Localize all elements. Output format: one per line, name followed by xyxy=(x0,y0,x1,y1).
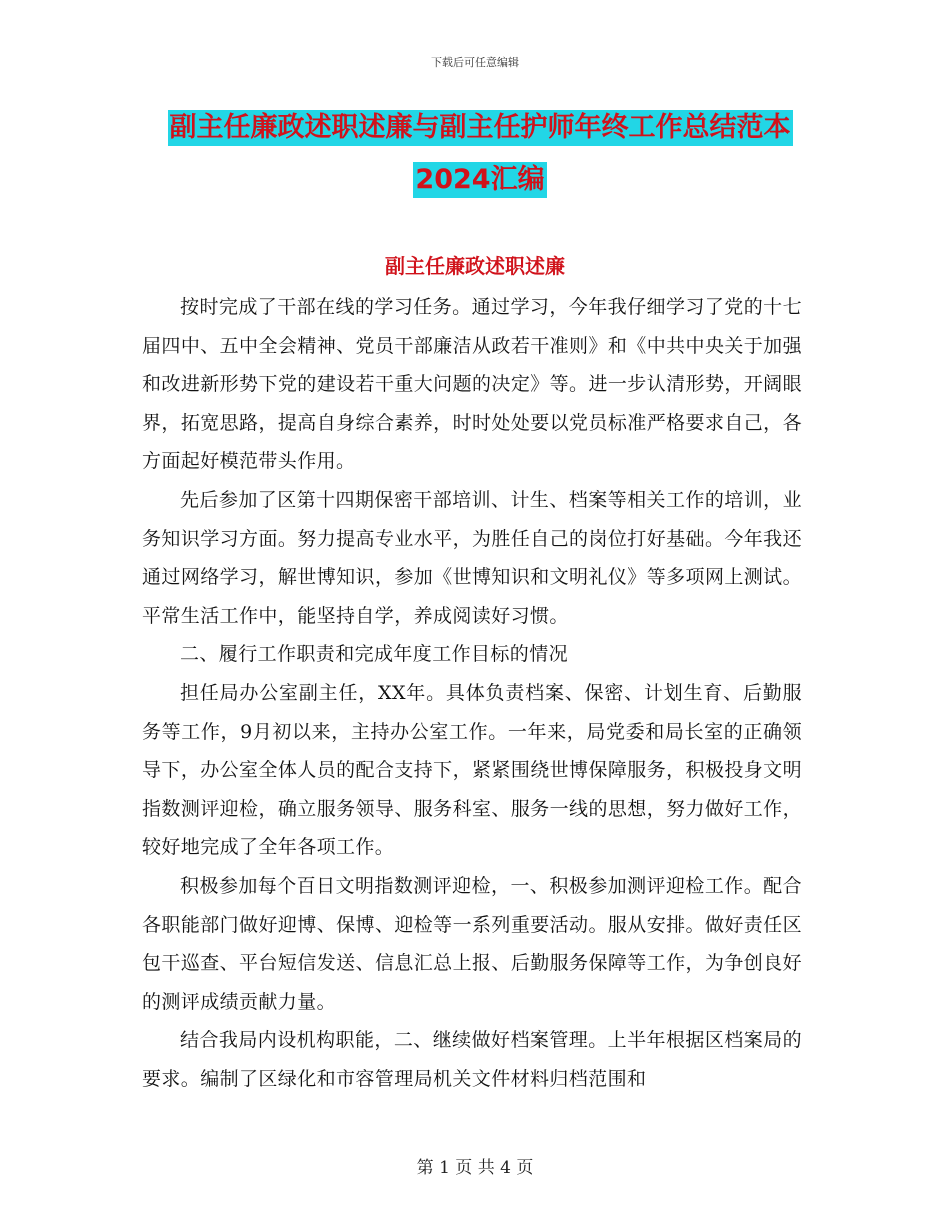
document-title xyxy=(140,110,820,214)
section-title: 副主任廉政述职述廉 xyxy=(385,254,565,278)
title-line-1: 副主任廉政述职述廉与副主任护师年终工作总结范本 xyxy=(168,110,793,146)
paragraph: 按时完成了干部在线的学习任务。通过学习，今年我仔细学习了党的十七届四中、五中全会精神、党员干部廉洁从政若干准则》和《中共中央关于加强和改进新形势下党的建设若干重大问题的决定》等。进一步认清形势，开阔眼界，拓宽思路，提高自身综合素养，时时处处要以党员标准严格要求自己，各方面起好模范带头作用。 xyxy=(142,296,802,473)
paragraph: 结合我局内设机构职能，二、继续做好档案管理。上半年根据区档案局的要求。编制了区绿化和市容管理局机关文件材料归档范围和 xyxy=(142,1029,802,1090)
paragraph: 担任局办公室副主任，XX年。具体负责档案、保密、计划生育、后勤服务等工作，9月初以来，主持办公室工作。一年来，局党委和局长室的正确领导下，办公室全体人员的配合支持下，紧紧围绕世博保障服务，积极投身文明指数测评迎检，确立服务领导、服务科室、服务一线的思想，努力做好工作，较好地完成了全年各项工作。 xyxy=(142,681,802,859)
header-note: 下载后可任意编辑 xyxy=(431,56,519,69)
paragraph: 积极参加每个百日文明指数测评迎检，一、积极参加测评迎检工作。配合各职能部门做好迎博、保博、迎检等一系列重要活动。服从安排。做好责任区包干巡查、平台短信发送、信息汇总上报、后勤服务保障等工作，为争创良好的测评成绩贡献力量。 xyxy=(142,874,802,1013)
paragraph-heading: 二、履行工作职责和完成年度工作目标的情况 xyxy=(180,643,569,666)
title-line-2: 2024汇编 xyxy=(413,162,546,198)
page-number-footer: 第 1 页 共 4 页 xyxy=(416,1158,534,1178)
document-body xyxy=(142,288,802,1098)
paragraph: 先后参加了区第十四期保密干部培训、计生、档案等相关工作的培训，业务知识学习方面。努力提高专业水平，为胜任自己的岗位打好基础。今年我还通过网络学习，解世博知识，参加《世博知识和文明礼仪》等多项网上测试。平常生活工作中，能坚持自学，养成阅读好习惯。 xyxy=(142,488,802,627)
